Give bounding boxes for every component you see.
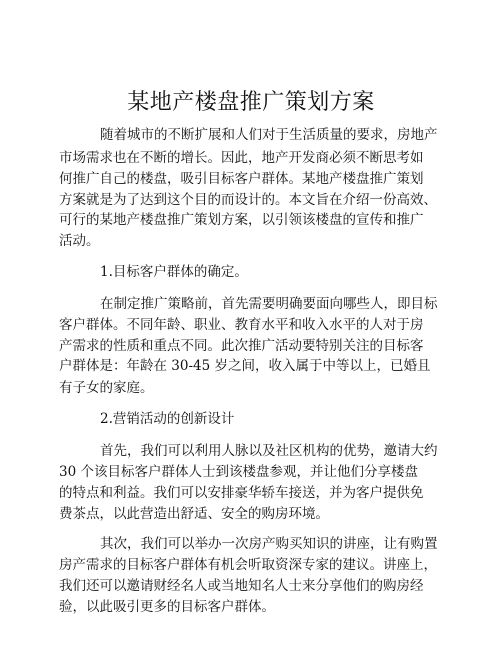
paragraph-intro-line-5: 可行的某地产楼盘推广策划方案，以引领该楼盘的宣传和推广: [59, 212, 424, 228]
paragraph-intro-line-3: 何推广自己的楼盘，吸引目标客户群体。某地产楼盘推广策划: [59, 171, 424, 187]
paragraph-first-line-4: 费茶点，以此营造出舒适、安全的购房环境。: [59, 506, 329, 522]
paragraph-target-line-2: 客户群体。不同年龄、职业、教育水平和收入水平的人对于房: [59, 317, 424, 333]
paragraph-target-line-4: 户群体是：年龄在 30-45 岁之间，收入属于中等以上，已婚且: [59, 358, 431, 374]
paragraph-intro-line-2: 市场需求也在不断的增长。因此，地产开发商必须不断思考如: [59, 150, 424, 166]
section-heading-1: 1.目标客户群体的确定。: [100, 264, 248, 280]
paragraph-second-line-2: 房产需求的目标客户群体有机会听取资深专家的建议。讲座上，: [59, 557, 437, 573]
paragraph-first-line-1: 首先，我们可以利用人脉以及社区机构的优势，邀请大约: [100, 443, 438, 459]
paragraph-target-line-5: 有子女的家庭。: [59, 380, 154, 396]
paragraph-intro-line-6: 活动。: [59, 233, 100, 249]
paragraph-first-line-3: 的特点和利益。我们可以安排豪华轿车接送，并为客户提供免: [59, 485, 424, 501]
paragraph-intro-line-4: 方案就是为了达到这个目的而设计的。本文旨在介绍一份高效、: [59, 192, 437, 208]
paragraph-target-line-1: 在制定推广策略前，首先需要明确要面向哪些人，即目标: [100, 296, 438, 312]
paragraph-second-line-4: 验，以此吸引更多的目标客户群体。: [59, 599, 275, 615]
paragraph-first-line-2: 30 个该目标客户群体人士到该楼盘参观，并让他们分享楼盘: [59, 464, 418, 480]
section-heading-2: 2.营销活动的创新设计: [100, 411, 235, 427]
paragraph-target-line-3: 产需求的性质和重点不同。此次推广活动要特别关注的目标客: [59, 338, 424, 354]
paragraph-second-line-1: 其次，我们可以举办一次房产购买知识的讲座，让有购置: [100, 536, 438, 552]
paragraph-second-line-3: 我们还可以邀请财经名人或当地知名人士来分享他们的购房经: [59, 578, 424, 594]
document-title: 某地产楼盘推广策划方案: [127, 90, 375, 115]
paragraph-intro-line-1: 随着城市的不断扩展和人们对于生活质量的要求，房地产: [100, 127, 438, 143]
